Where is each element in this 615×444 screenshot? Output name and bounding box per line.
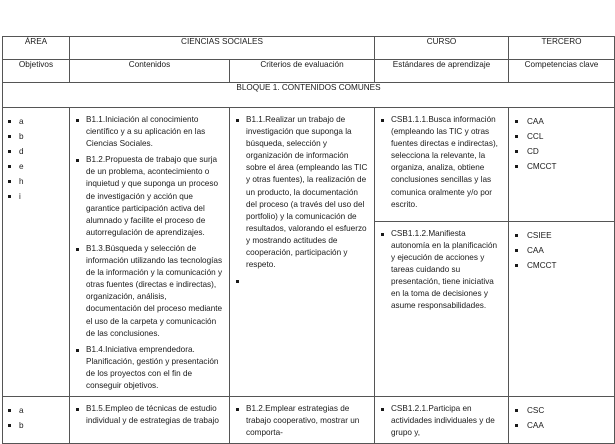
column-header-competences: Competencias clave: [509, 60, 615, 83]
competence-item: CMCCT: [515, 258, 614, 273]
block-title-row: [3, 83, 615, 108]
column-header-objectives: Objetivos: [3, 60, 70, 83]
competences-cell: [509, 397, 615, 444]
content-item: B1.2.Propuesta de trabajo que surja de un problema, acontecimiento o inquietud y que suponga un proceso de investigación y acción que garantice participación activa del alumnado y facilite el proceso de autorregulación de aprendizajes.: [76, 154, 224, 239]
competence-item: CD: [515, 144, 614, 159]
column-header-standards: Estándares de aprendizaje: [375, 60, 509, 83]
objectives-cell: [3, 108, 70, 397]
criterion-item: B1.2.Emplear estrategias de trabajo cooperativo, mostrar un comporta-: [236, 403, 369, 439]
objective-item: a: [8, 403, 69, 418]
objective-item: e: [8, 159, 69, 174]
standard-item: CSB1.1.2.Manifiesta autonomía en la planificación y ejecución de acciones y tareas cuidando su presentación, tiene iniciativa en la toma de decisiones y asume responsabilidades.: [381, 228, 503, 313]
subject-header: CIENCIAS SOCIALES: [70, 37, 375, 60]
competence-item: CAA: [515, 418, 614, 433]
contents-cell: [70, 397, 230, 444]
content-item: B1.3.Búsqueda y selección de información utilizando las tecnologías de la información y la comunicación y otras fuentes (directas e indirectas), organización, análisis, documentación del proceso mediante el uso de la carpeta y comunicación de las conclusiones.: [76, 243, 224, 340]
standards-cell: [375, 397, 509, 444]
criteria-cell: [230, 397, 375, 444]
content-item: B1.4.Iniciativa emprendedora. Planificación, gestión y presentación de los proyectos con el fin de conseguir objetivos.: [76, 344, 224, 392]
competence-item: CMCCT: [515, 159, 614, 174]
standard-item: CSB1.2.1.Participa en actividades individuales y de grupo y,: [381, 403, 503, 439]
objective-item: i: [8, 189, 69, 204]
competence-item: CSIEE: [515, 228, 614, 243]
curso-header: CURSO: [375, 37, 509, 60]
block-title: BLOQUE 1. CONTENIDOS COMUNES: [3, 83, 615, 108]
standards-cell: [375, 221, 509, 396]
competence-item: CAA: [515, 243, 614, 258]
competence-item: CSC: [515, 403, 614, 418]
criterion-item: B1.1.Realizar un trabajo de investigación que suponga la búsqueda, selección y organización de información sobre el área (empleando las TIC y otras fuentes), la realización de un producto, la documentación del proceso (a través del uso del portfolio) y la comunicación de resultados, valorando el esfuerzo y mostrando actitudes de cooperación, participación y respeto.: [236, 114, 369, 271]
criteria-cell: [230, 108, 375, 397]
column-header-criteria: Criterios de evaluación: [230, 60, 375, 83]
competences-cell: [509, 108, 615, 222]
competence-item: CAA: [515, 114, 614, 129]
competences-cell: [509, 221, 615, 396]
column-header-contents: Contenidos: [70, 60, 230, 83]
standard-item: CSB1.1.1.Busca información (empleando las TIC y otras fuentes directas e indirectas), selecciona la relevante, la organiza, analiza, obtiene conclusiones sencillas y las comunica oralmente y/o por escrito.: [381, 114, 503, 211]
contents-cell: [70, 108, 230, 397]
content-item: B1.1.Iniciación al conocimiento científico y a su aplicación en las Ciencias Sociales.: [76, 114, 224, 150]
objective-item: b: [8, 418, 69, 433]
level-header: TERCERO: [509, 37, 615, 60]
standards-cell: [375, 108, 509, 222]
competence-item: CCL: [515, 129, 614, 144]
objective-item: h: [8, 174, 69, 189]
table-row: [3, 397, 615, 444]
column-header-row: [3, 60, 615, 83]
curriculum-table: [2, 36, 615, 444]
table-row: [3, 108, 615, 222]
criterion-item-empty: [236, 275, 369, 287]
area-header: ÁREA: [3, 37, 70, 60]
objective-item: a: [8, 114, 69, 129]
objective-item: b: [8, 129, 69, 144]
content-item: B1.5.Empleo de técnicas de estudio individual y de estrategias de trabajo: [76, 403, 224, 427]
objectives-cell: [3, 397, 70, 444]
objective-item: d: [8, 144, 69, 159]
header-row: [3, 37, 615, 60]
